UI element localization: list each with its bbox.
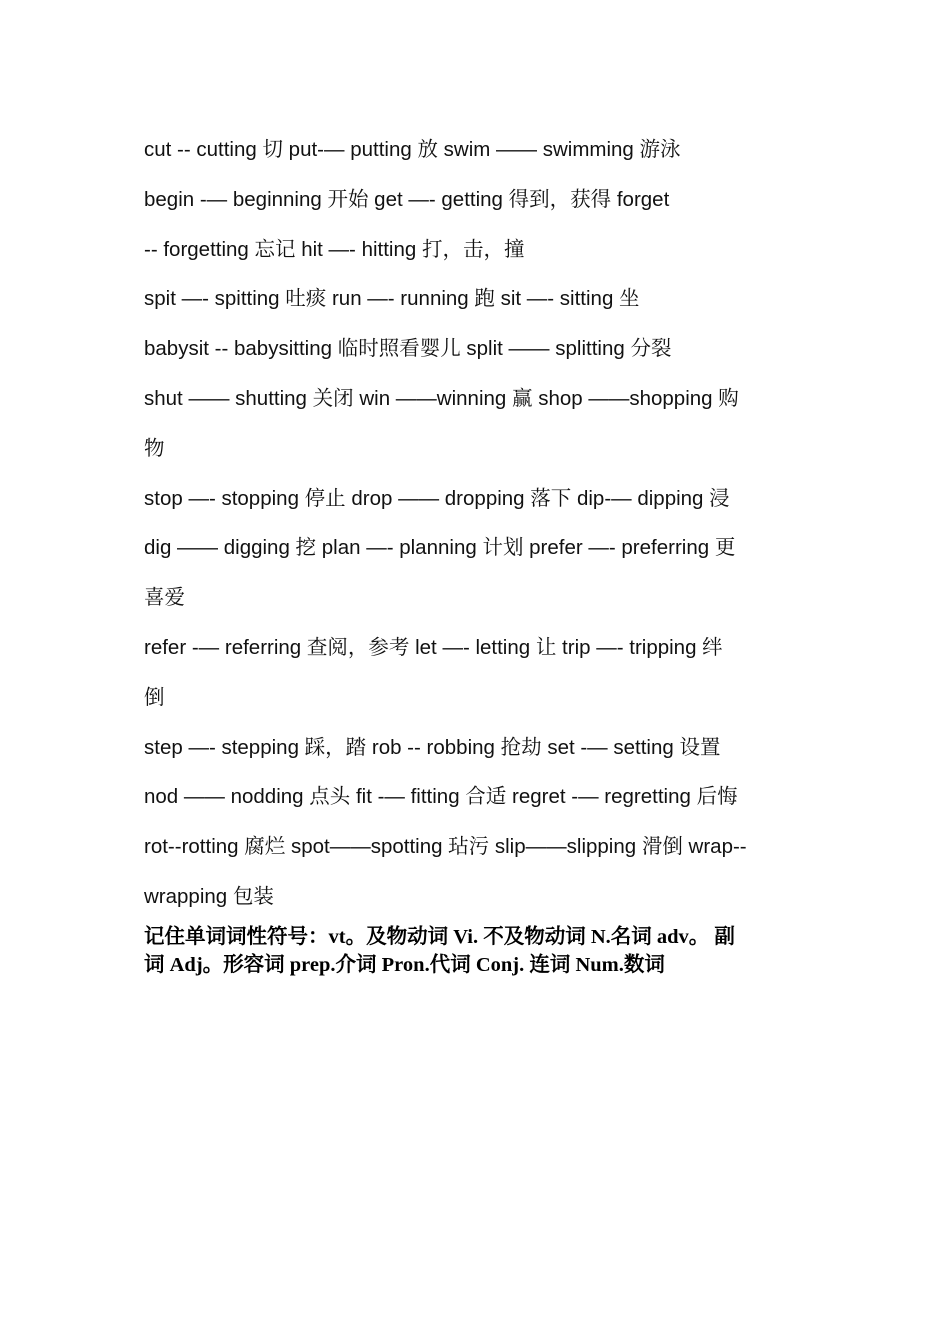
text-line: -- forgetting 忘记 hit —- hitting 打，击，撞 bbox=[144, 237, 525, 261]
text-line: spit —- spitting 吐痰 run —- running 跑 sit —- sitting 坐 bbox=[144, 287, 640, 311]
document-body bbox=[144, 125, 809, 978]
text-line: nod —— nodding 点头 fit -— fitting 合适 regret -— regretting 后悔 bbox=[144, 785, 738, 809]
text-line: stop —- stopping 停止 drop —— dropping 落下 dip-— dipping 浸 bbox=[144, 486, 730, 510]
text-line: 喜爱 bbox=[144, 586, 185, 610]
text-line: dig —— digging 挖 plan —- planning 计划 prefer —- preferring 更 bbox=[144, 536, 736, 560]
note-line: 记住单词词性符号：vt。及物动词 Vi. 不及物动词 N.名词 adv。 副 bbox=[144, 925, 735, 948]
text-line: shut —— shutting 关闭 win ——winning 赢 shop ——shopping 购 bbox=[144, 386, 739, 410]
text-line: wrapping 包装 bbox=[144, 884, 274, 908]
text-line: cut -- cutting 切 put-— putting 放 swim —— swimming 游泳 bbox=[144, 138, 681, 161]
note-line: 词 Adj。形容词 prep.介词 Pron.代词 Conj. 连词 Num.数词 bbox=[144, 953, 665, 976]
text-line: 物 bbox=[144, 436, 165, 460]
text-line: begin -— beginning 开始 get —- getting 得到，获得 forget bbox=[144, 187, 670, 211]
text-line: rot--rotting 腐烂 spot——spotting 玷污 slip——slipping 滑倒 wrap-- bbox=[144, 835, 747, 859]
text-line: 倒 bbox=[144, 685, 165, 709]
text-line: babysit -- babysitting 临时照看婴儿 split —— splitting 分裂 bbox=[144, 337, 672, 361]
text-line: step —- stepping 踩，踏 rob -- robbing 抢劫 set -— setting 设置 bbox=[144, 735, 721, 759]
text-line: refer -— referring 查阅，参考 let —- letting 让 trip —- tripping 绊 bbox=[144, 635, 723, 659]
